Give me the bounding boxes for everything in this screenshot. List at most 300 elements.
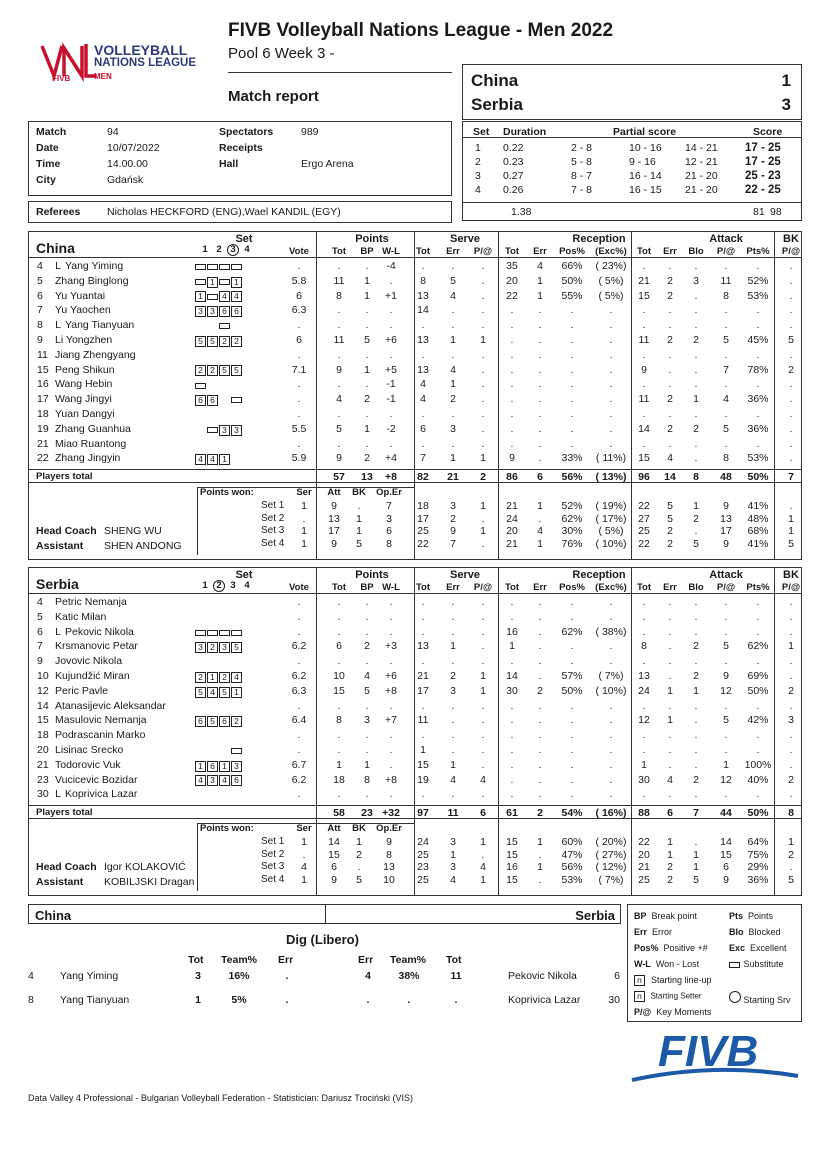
dig-tot: 11 [450,970,462,982]
stat-ae: . [668,437,672,450]
set-position: 5 [231,365,242,376]
stat-ab: 3 [693,274,699,287]
page-subtitle: Pool 6 Week 3 - [228,45,335,62]
stat-ap: . [724,260,728,272]
stat-wl: -1 [386,393,396,406]
set-position: 6 [207,761,218,772]
stat-sp: 1 [480,452,486,465]
setstat-rt: 21 [506,500,518,513]
set-position: 3 [195,642,206,653]
dig-h-err-left: Err [278,954,294,966]
player-sets [195,453,243,465]
stat-se: 4 [450,363,456,376]
stat-at: 11 [638,393,650,406]
set-label: Set 3 [261,861,285,873]
set-position: 2 [195,672,206,683]
stat-se: . [451,610,455,623]
stat-sp: . [481,378,485,391]
head-coach-label: Head Coach [36,525,97,538]
stat-rp: . [570,773,574,786]
set-p2: 16 - 14 [629,170,662,182]
stat-wl: +8 [385,773,397,786]
stat-at: . [642,260,646,272]
player-sets [195,439,243,451]
stat-wl: +4 [385,452,397,465]
player-number: 18 [37,408,49,420]
player-sets [195,730,243,742]
player-row [29,729,801,744]
stat-sp: . [481,289,485,302]
stat-apct: 45% [747,334,769,346]
stat-ab: . [694,260,698,272]
col-st: Tot [415,582,431,593]
setstat-ab: 5 [693,537,699,550]
player-number: 9 [37,655,43,668]
setstat-ae: 5 [667,512,673,525]
col-ap: P/@ [716,246,736,257]
player-number: 6 [37,289,43,302]
stat-vote: 6.3 [291,304,307,317]
leg-exc-val: Excellent [750,943,787,953]
setstat-rx: ( 17%) [595,512,627,525]
stat-apct: 50% [747,684,769,697]
stat-ab: . [694,655,698,668]
set-position: 1 [219,761,230,772]
player-name: Peric Pavle [55,684,109,697]
setstat-ap: 17 [720,525,732,538]
stat-rp: . [570,393,574,406]
stat-vote: . [297,393,301,406]
stat-ap: . [724,699,728,712]
stat-bp: 4 [364,670,370,682]
setstat-ab: . [694,525,698,538]
stat-re: . [538,699,542,712]
player-sets [195,715,243,727]
player-number: 11 [37,348,48,361]
stat-apct: 53% [747,289,769,302]
total-ae: 14 [664,471,676,484]
pw-ser: 1 [301,525,307,538]
player-row [29,596,801,611]
stat-ae: . [668,319,672,332]
hall-label: Hall [219,158,239,170]
col-rt: Tot [504,582,520,593]
player-number: 7 [37,304,43,317]
player-row [29,393,801,408]
stat-rp: 50% [561,684,583,697]
setstat-apct: 68% [747,525,769,538]
total-se: 21 [447,471,459,484]
team2-score: 3 [781,95,791,114]
col-vote: Vote [289,582,309,593]
setstat-rx: ( 7%) [598,873,624,886]
stat-bk: . [789,378,793,391]
player-number: 22 [37,452,49,465]
player-number: 10 [37,670,49,682]
stat-ae: 4 [667,773,673,786]
divider [228,72,452,73]
stat-st: . [421,437,425,450]
setstat-rp: 76% [561,537,583,550]
stat-ap: 11 [720,274,732,287]
col-sp: P/@ [473,246,493,257]
stat-sp: . [481,744,485,756]
team-name: China [36,240,75,256]
group-bk: BK [783,233,799,245]
substitute-icon [219,264,230,270]
stat-pt: . [337,744,341,756]
stat-bk: . [789,729,793,742]
pw-ser: 1 [301,500,307,513]
stat-bp: 1 [364,758,370,771]
stat-rp: 66% [561,260,583,272]
stat-rp: . [570,319,574,332]
setstat-ab: 2 [693,512,699,525]
stat-ap: . [724,744,728,756]
stat-apct: 53% [747,452,769,465]
player-number: 21 [37,758,49,771]
stat-bk: . [789,422,793,435]
stat-vote: 6.4 [291,714,307,727]
pw-att: 9 [331,537,337,550]
stat-pt: 4 [336,393,342,406]
stat-vote: . [297,625,301,638]
stat-rx: . [609,773,613,786]
spectators-value: 989 [301,126,319,138]
player-sets [195,320,243,332]
substitute-icon [231,748,242,754]
stat-rt: . [510,363,514,376]
stat-ap: 1 [723,758,729,771]
stat-rp: 33% [561,452,583,465]
stat-at: . [642,348,646,361]
head-coach-name: SHENG WU [104,525,162,538]
set-num-4: 4 [244,244,250,255]
match-value: 94 [107,126,119,138]
col-apct: Pts% [746,246,770,257]
set-position: 2 [231,716,242,727]
stat-bk: . [789,260,793,272]
stat-bk: . [789,437,793,450]
hall-value: Ergo Arena [301,158,354,170]
col-rp: Pos% [559,582,585,593]
col-rx: (Exc%) [595,246,627,257]
stat-rx: . [609,729,613,742]
stat-rt: . [510,788,514,801]
stat-bp: 1 [364,274,370,287]
total-re: 6 [537,471,543,484]
set-position: 3 [195,306,206,317]
stat-ap: . [724,304,728,317]
stat-bp: . [365,625,369,638]
set-position: 6 [195,716,206,727]
stat-ap: 7 [723,363,729,376]
player-row [29,364,801,379]
set-position: 6 [195,395,206,406]
pw-op: 13 [383,861,395,874]
stat-st: 17 [417,684,429,697]
stat-at: 12 [638,714,650,727]
total-bp: 23 [361,807,373,820]
player-name: Yu Yaochen [55,304,111,317]
dig-h-team-right: Team% [390,954,426,966]
setstat-ap: 13 [720,512,732,525]
pw-op: Op.Er [376,823,402,835]
stat-rx: . [609,655,613,668]
stat-vote: 6.3 [291,684,307,697]
referees-label: Referees [36,206,81,218]
stat-at: . [642,655,646,668]
stat-re: . [538,348,542,361]
player-sets [195,789,243,801]
group-attack: Attack [709,233,743,245]
stat-ab: . [694,758,698,771]
col-se: Err [446,246,460,257]
player-name: Vucicevic Bozidar [55,773,138,786]
stat-rp: . [570,422,574,435]
stat-vote: 5.8 [291,274,307,287]
player-sets [195,612,243,624]
stat-wl: . [389,319,393,332]
setstat-ab: 1 [693,861,699,874]
stat-sp: . [481,788,485,801]
leg-pts-val: Points [748,911,774,921]
player-number: 5 [37,610,43,623]
stat-se: . [451,319,455,332]
stat-at: . [642,596,646,608]
setstat-bk: . [789,500,793,513]
stat-bp: . [365,610,369,623]
stat-apct: . [756,744,760,756]
stat-re: . [538,334,542,346]
stat-sp: 1 [480,684,486,697]
stat-ae: 2 [667,289,673,302]
leg-exc-key: Exc [729,943,746,953]
stat-pt: . [337,304,341,317]
stat-bk: . [789,788,793,801]
pw-bk: 5 [356,537,362,550]
setstat-sp: 4 [480,861,486,874]
stat-vote: 5.5 [291,422,307,435]
set-position: 3 [207,775,218,786]
stat-ap: 5 [723,422,729,435]
stat-rp: . [570,788,574,801]
pw-ser: 1 [301,873,307,886]
stat-bp: . [365,378,369,391]
stat-vote: . [297,610,301,623]
player-sets [195,686,243,698]
stat-bp: 2 [364,640,370,653]
stat-rt: 35 [506,260,518,272]
stat-ap: . [724,348,728,361]
stat-ap: . [724,610,728,623]
dig-team: 38% [398,970,420,982]
stat-apct: . [756,699,760,712]
stat-apct: . [756,610,760,623]
stat-ap: . [724,655,728,668]
stat-ae: 4 [667,452,673,465]
stat-apct: 40% [747,773,769,786]
setstat-st: 25 [417,848,429,861]
set-position: 6 [207,395,218,406]
set-p3: 12 - 21 [685,156,718,168]
total-rt: 61 [506,807,518,820]
pw-op: 8 [386,848,392,861]
total-sp: 2 [480,471,486,484]
player-name: Koprivica Lazar [65,788,138,801]
set-set: 4 [475,184,481,196]
leg-err-key: Err [634,927,648,937]
setstat-rx: ( 12%) [595,861,627,874]
stat-re: . [538,744,542,756]
stat-vote: 6.2 [291,670,307,682]
pw-att: Att [327,823,341,835]
stat-wl: . [389,625,393,638]
setstat-sp: . [481,537,485,550]
stat-wl: -4 [386,260,396,272]
set-set: 2 [475,156,481,168]
stat-pt: 11 [333,334,345,346]
stat-at: . [642,699,646,712]
setstat-sp: 1 [480,500,486,513]
player-name: Katic Milan [55,610,107,623]
fivb-logo-text: FIVB [658,1027,759,1076]
total-duration: 1.38 [511,206,532,218]
set-position: 5 [195,336,206,347]
stat-wl: +7 [385,714,397,727]
player-row [29,670,801,685]
stat-rp: . [570,378,574,391]
stat-vote: . [297,596,301,608]
total-re: 2 [537,807,543,820]
player-number: 6 [37,625,43,638]
stat-st: . [421,348,425,361]
stat-rx: . [609,758,613,771]
score-row-2 [471,95,791,115]
player-name: Yuan Dangyi [55,408,115,420]
player-sets [195,394,243,406]
stat-ap: . [724,378,728,391]
player-name: Jiang Zhengyang [55,348,136,361]
player-number: 4 [37,596,43,608]
stat-rp: . [570,348,574,361]
stat-st: 4 [420,378,426,391]
col-re: Err [533,246,547,257]
stat-bp: . [365,348,369,361]
total-rx: ( 16%) [595,807,627,820]
assistant-name: KOBILJSKI Dragan [104,876,195,889]
player-row [29,714,801,729]
set-score: 25 - 23 [745,170,781,182]
setstat-se: 2 [450,512,456,525]
player-sets [195,350,243,362]
player-sets [195,379,243,391]
player-name: Zhang Jingyin [55,452,121,465]
stat-vote: . [297,437,301,450]
stat-se: . [451,625,455,638]
dig-header-split [325,904,326,924]
stat-ae: . [668,744,672,756]
stat-pt: . [337,729,341,742]
substitute-icon [207,630,218,636]
set-set: 3 [475,170,481,182]
setstat-bk: 2 [788,848,794,861]
set-position: 1 [195,761,206,772]
stat-se: . [451,348,455,361]
stat-rp: 57% [561,670,583,682]
col-ab: Blo [688,246,704,257]
set-position: 1 [207,277,218,288]
leg-pos-val: Positive +# [663,943,708,953]
stat-rt: . [510,437,514,450]
stat-ap: 4 [723,393,729,406]
player-sets [195,671,243,683]
stat-ae: 2 [667,393,673,406]
assistant-label: Assistant [36,540,84,553]
total-ap: 48 [720,471,732,484]
leg-pa-val: Key Moments [656,1007,712,1017]
stat-apct: . [756,408,760,420]
player-row [29,334,801,349]
player-sets [195,627,243,639]
footer-credit: Data Valley 4 Professional - Bulgarian Volleyball Federation - Statistician: Dariusz Trociński (VIS) [28,1093,414,1103]
set-position: 4 [207,687,218,698]
stat-ap: 8 [723,289,729,302]
stat-sp: . [481,758,485,771]
setstat-rp: 62% [561,512,583,525]
stat-st: . [421,596,425,608]
set-position: 5 [207,336,218,347]
total-bk: 8 [788,807,794,820]
stat-bk: . [789,348,793,361]
stat-pt: 10 [333,670,345,682]
stat-apct: . [756,625,760,638]
setstat-re: 4 [537,525,543,538]
setstat-ae: 5 [667,500,673,513]
stat-rt: 16 [506,625,518,638]
legend-box [627,904,802,1022]
stat-bp: . [365,408,369,420]
player-sets [195,276,243,288]
set-label: Set 4 [261,873,285,885]
set-p1: 7 - 8 [571,184,593,196]
stat-sp: . [481,729,485,742]
set-position: 2 [195,365,206,376]
player-number: 7 [37,640,43,653]
total-wl: +32 [382,807,400,820]
starting-lineup-icon: n [634,975,645,986]
stat-ab: . [694,452,698,465]
referees-value: Nicholas HECKFORD (ENG),Wael KANDIL (EGY) [107,206,341,218]
stat-pt: . [337,408,341,420]
stat-ae: . [668,348,672,361]
score-row-1 [471,71,791,91]
col-vote: Vote [289,246,309,257]
dig-name: Yang Yiming [60,970,119,982]
stat-at: . [642,610,646,623]
stat-vote: . [297,348,301,361]
stat-rx: . [609,610,613,623]
stat-st: . [421,699,425,712]
libero-mark: L [55,260,61,272]
stat-rx: ( 11%) [595,452,627,465]
stat-apct: . [756,378,760,391]
stat-vote: . [297,408,301,420]
stat-rp: . [570,758,574,771]
stat-st: 13 [417,363,429,376]
set-position: 4 [195,454,206,465]
setstat-apct: 48% [747,512,769,525]
